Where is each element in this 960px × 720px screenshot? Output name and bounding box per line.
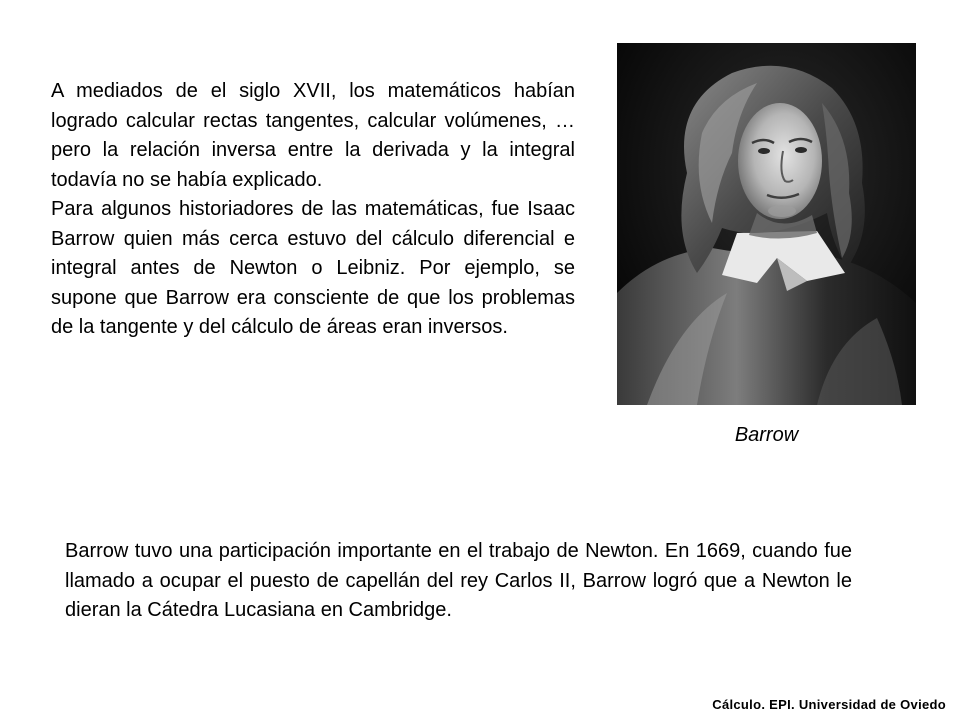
intro-paragraph-2: Para algunos historiadores de las matemáticas, fue Isaac Barrow quien más cerca estuvo del cálculo diferencial e integral antes de Newton o Leibniz. Por ejemplo, se supone que Barrow era consciente de que los problemas de la tangente y del cálculo de áreas eran inversos.: [51, 198, 575, 338]
portrait-caption: Barrow: [734, 424, 799, 446]
bottom-paragraph: Barrow tuvo una participación importante en el trabajo de Newton. En 1669, cuando fue llamado a ocupar el puesto de capellán del rey Carlos II, Barrow logró que a Newton le dieran la Cátedra Lucasiana en Cambridge.: [65, 540, 852, 621]
bottom-text-block: [65, 537, 852, 626]
intro-paragraph-1: A mediados de el siglo XVII, los matemáticos habían logrado calcular rectas tangentes, calcular volúmenes, … pero la relación inversa entre la derivada y la integral todavía no se había explicado.: [51, 80, 575, 191]
intro-text-block: [51, 77, 575, 343]
footer-credit: Cálculo. EPI. Universidad de Oviedo: [712, 697, 946, 712]
barrow-portrait: [617, 43, 916, 405]
